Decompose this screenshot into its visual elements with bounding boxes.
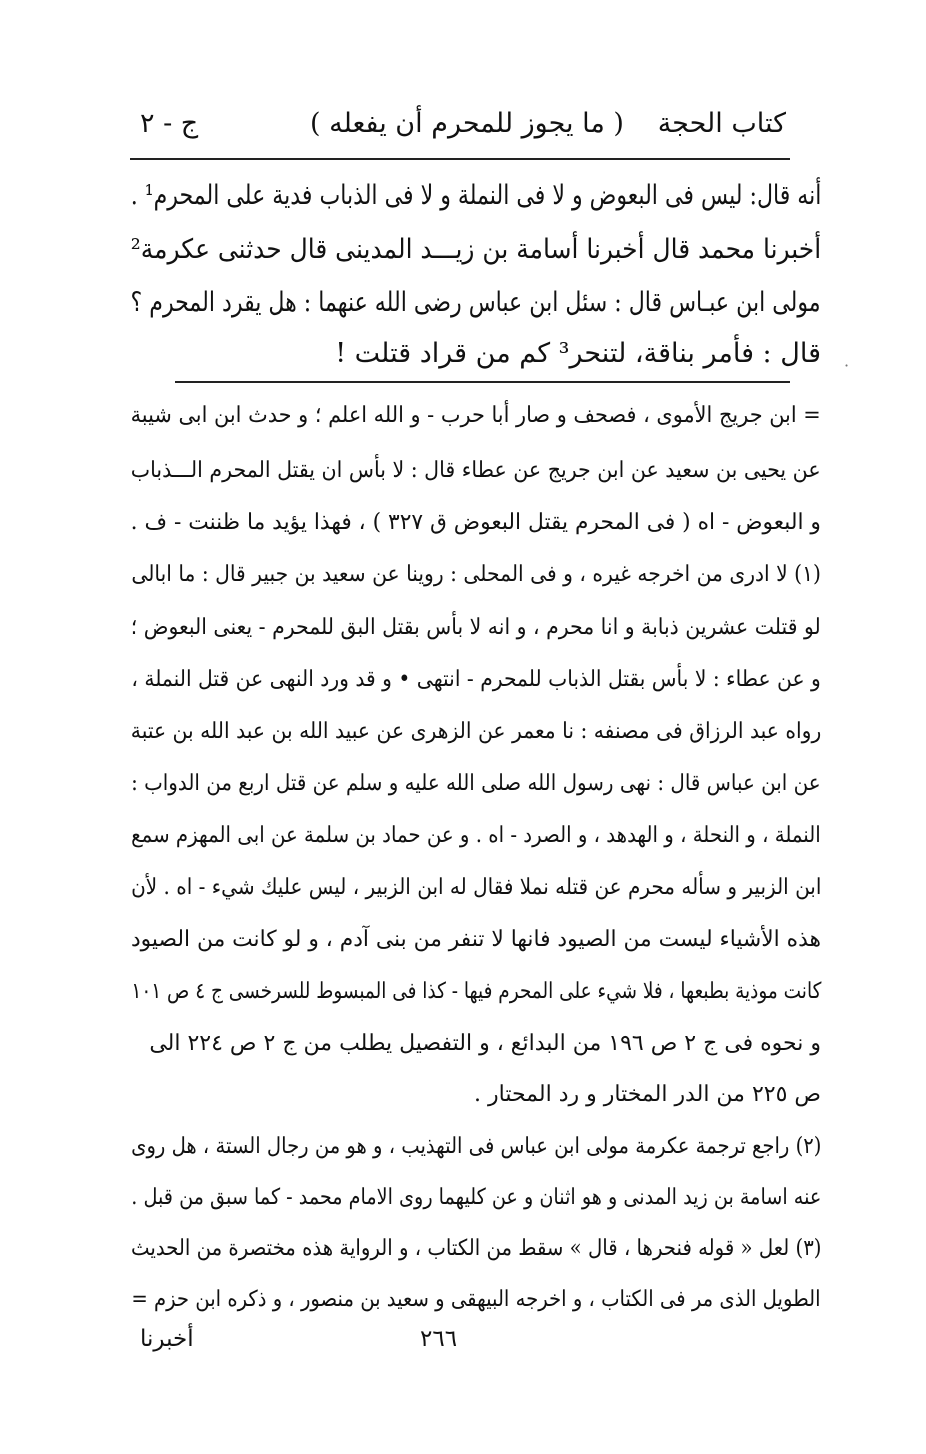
footnote-line: النملة ، و النحلة ، و الهدهد ، و الصرد - اه . و عن حماد بن سلمة عن ابى المهزم سمع (131, 823, 821, 848)
section-title: ( ما يجوز للمحرم أن يفعله ) (310, 108, 624, 139)
footnote-line: و عن عطاء : لا بأس بقتل الذباب للمحرم - انتهى • و قد ورد النهى عن قتل النملة ، (131, 667, 821, 692)
footnote-line: و نحوه فى ج ٢ ص ١٩٦ من البدائع ، و التفصيل يطلب من ج ٢ ص ٢٢٤ الى (149, 1031, 821, 1056)
book-title: كتاب الحجة (657, 108, 786, 139)
main-text-line: أنه قال: ليس فى البعوض و لا فى النملة و لا فى الذباب فدية على المحرم¹ . (130, 180, 822, 211)
volume-number: ج - ٢ (140, 108, 199, 139)
footnote-line: الطويل الذى مر فى الكتاب ، و اخرجه البيهقى و سعيد بن منصور ، و ذكره ابن حزم = (131, 1287, 821, 1312)
header-rule (130, 158, 790, 160)
footnote-line: عن يحيى بن سعيد عن ابن جريج عن عطاء قال : لا بأس ان يقتل المحرم الـــذباب (131, 458, 821, 483)
footnote-line: لو قتلت عشرين ذبابة و انا محرم ، و انه لا بأس بقتل البق للمحرم - يعنى البعوض ؛ (130, 615, 821, 640)
margin-mark: · (844, 356, 850, 375)
main-text-line: قال : فأمر بناقة، لتنحر³ كم من قراد قتلت ! (335, 338, 821, 369)
main-text-line: أخبرنا محمد قال أخبرنا أسامة بن زيـــد المدينى قال حدثنى عكرمة² (130, 234, 821, 265)
footnote-line: هذه الأشياء ليست من الصيود فانها لا تنفر من بنى آدم ، و لو كانت من الصيود (130, 927, 821, 952)
footnote-separator (175, 381, 790, 383)
footnote-line: عن ابن عباس قال : نهى رسول الله صلى الله عليه و سلم عن قتل اربع من الدواب : (131, 771, 821, 796)
footnote-line: ص ٢٢٥ من الدر المختار و رد المحتار . (474, 1082, 821, 1107)
footnote-line: (٢) راجع ترجمة عكرمة مولى ابن عباس فى التهذيب ، و هو من رجال الستة ، هل روى (130, 1134, 821, 1159)
footnote-line: (١) لا ادرى من اخرجه غيره ، و فى المحلى : روينا عن سعيد بن جبير قال : ما ابالى (131, 562, 821, 587)
footnote-line: عنه اسامة بن زيد المدنى و هو اثنان و عن كليهما روى الامام محمد - كما سبق من قبل . (130, 1185, 821, 1210)
catchword: أخبرنا (140, 1326, 194, 1352)
page-number: ٢٦٦ (420, 1326, 458, 1352)
main-text-line: مولى ابن عبـاس قال : سئل ابن عباس رضى الله عنهما : هل يقرد المحرم ؟ (130, 287, 821, 318)
footnote-line: رواه عبد الرزاق فى مصنفه : نا معمر عن الزهرى عن عبيد الله بن عبد الله بن عتبة (130, 719, 821, 744)
footnote-line: و البعوض - اه ( فى المحرم يقتل البعوض ق ٣٢٧ ) ، فهذا يؤيد ما ظننت - ف . (130, 510, 821, 535)
footnote-line: ابن الزبير و سأله محرم عن قتله نملا فقال له ابن الزبير ، ليس عليك شيء - اه . لأن (130, 875, 821, 900)
footnote-line: كانت موذية بطبعها ، فلا شيء على المحرم فيها - كذا فى المبسوط للسرخسى ج ٤ ص ١٠١ (131, 979, 822, 1004)
footnote-line: = ابن جريج الأموى ، فصحف و صار أبا حرب - و الله اعلم ؛ و حدث ابن ابى شيبة (130, 403, 821, 428)
footnote-line: (٣) لعل « قوله فنحرها ، قال » سقط من الكتاب ، و الرواية هذه مختصرة من الحديث (130, 1236, 821, 1261)
